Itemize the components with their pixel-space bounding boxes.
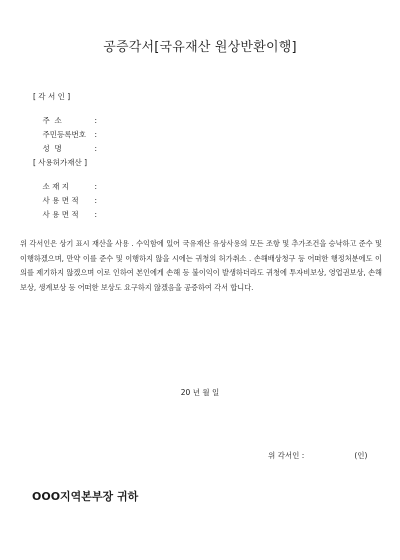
field-area-2 (33, 200, 97, 229)
field-label: 주민등록번호 (42, 130, 87, 139)
field-label: 성 명 (42, 144, 62, 153)
field-colon: : (94, 210, 98, 219)
document-title: 공증각서[국유재산 원상반환이행] (103, 40, 297, 55)
addressee: OOO지역본부장 귀하 (32, 490, 139, 503)
field-colon: : (94, 130, 98, 139)
field-colon: : (94, 182, 98, 191)
field-label: 주 소 (42, 116, 62, 125)
section-header-property: [ 사용허가재산 ] (33, 158, 88, 167)
field-colon: : (94, 196, 98, 205)
pledge-body-text: 위 각서인은 상기 표시 재산을 사용 . 수익함에 있어 국유재산 유상사용의 모든 조항 및 추가조건을 승낙하고 준수 및 이행하겠으며, 만약 이를 준수 및 이행하지 않을 시에는 귀청의 허가취소 . 손해배상청구 등 어떠한 행정처분에도 이의를 제기하지 않겠으며 이로 인하여 본인에게 손해 등 불이익이 발생하더라도 귀청에 투자비보상, 영업권보상, 손해보상, 생계보상 등 어떠한 보상도 요구하지 않겠음을 공증하여 각서 합니다. (20, 239, 382, 292)
date-line: 20 년 월 일 (180, 388, 220, 397)
field-label: 사 용 면 적 (42, 196, 79, 205)
signature-line: 위 각서인 : (인) (268, 451, 368, 460)
section-header-pledger: [ 각 서 인 ] (33, 92, 71, 101)
field-colon: : (94, 144, 98, 153)
field-label: 소 재 지 (42, 182, 70, 191)
field-label: 사 용 면 적 (42, 210, 79, 219)
field-colon: : (94, 116, 98, 125)
